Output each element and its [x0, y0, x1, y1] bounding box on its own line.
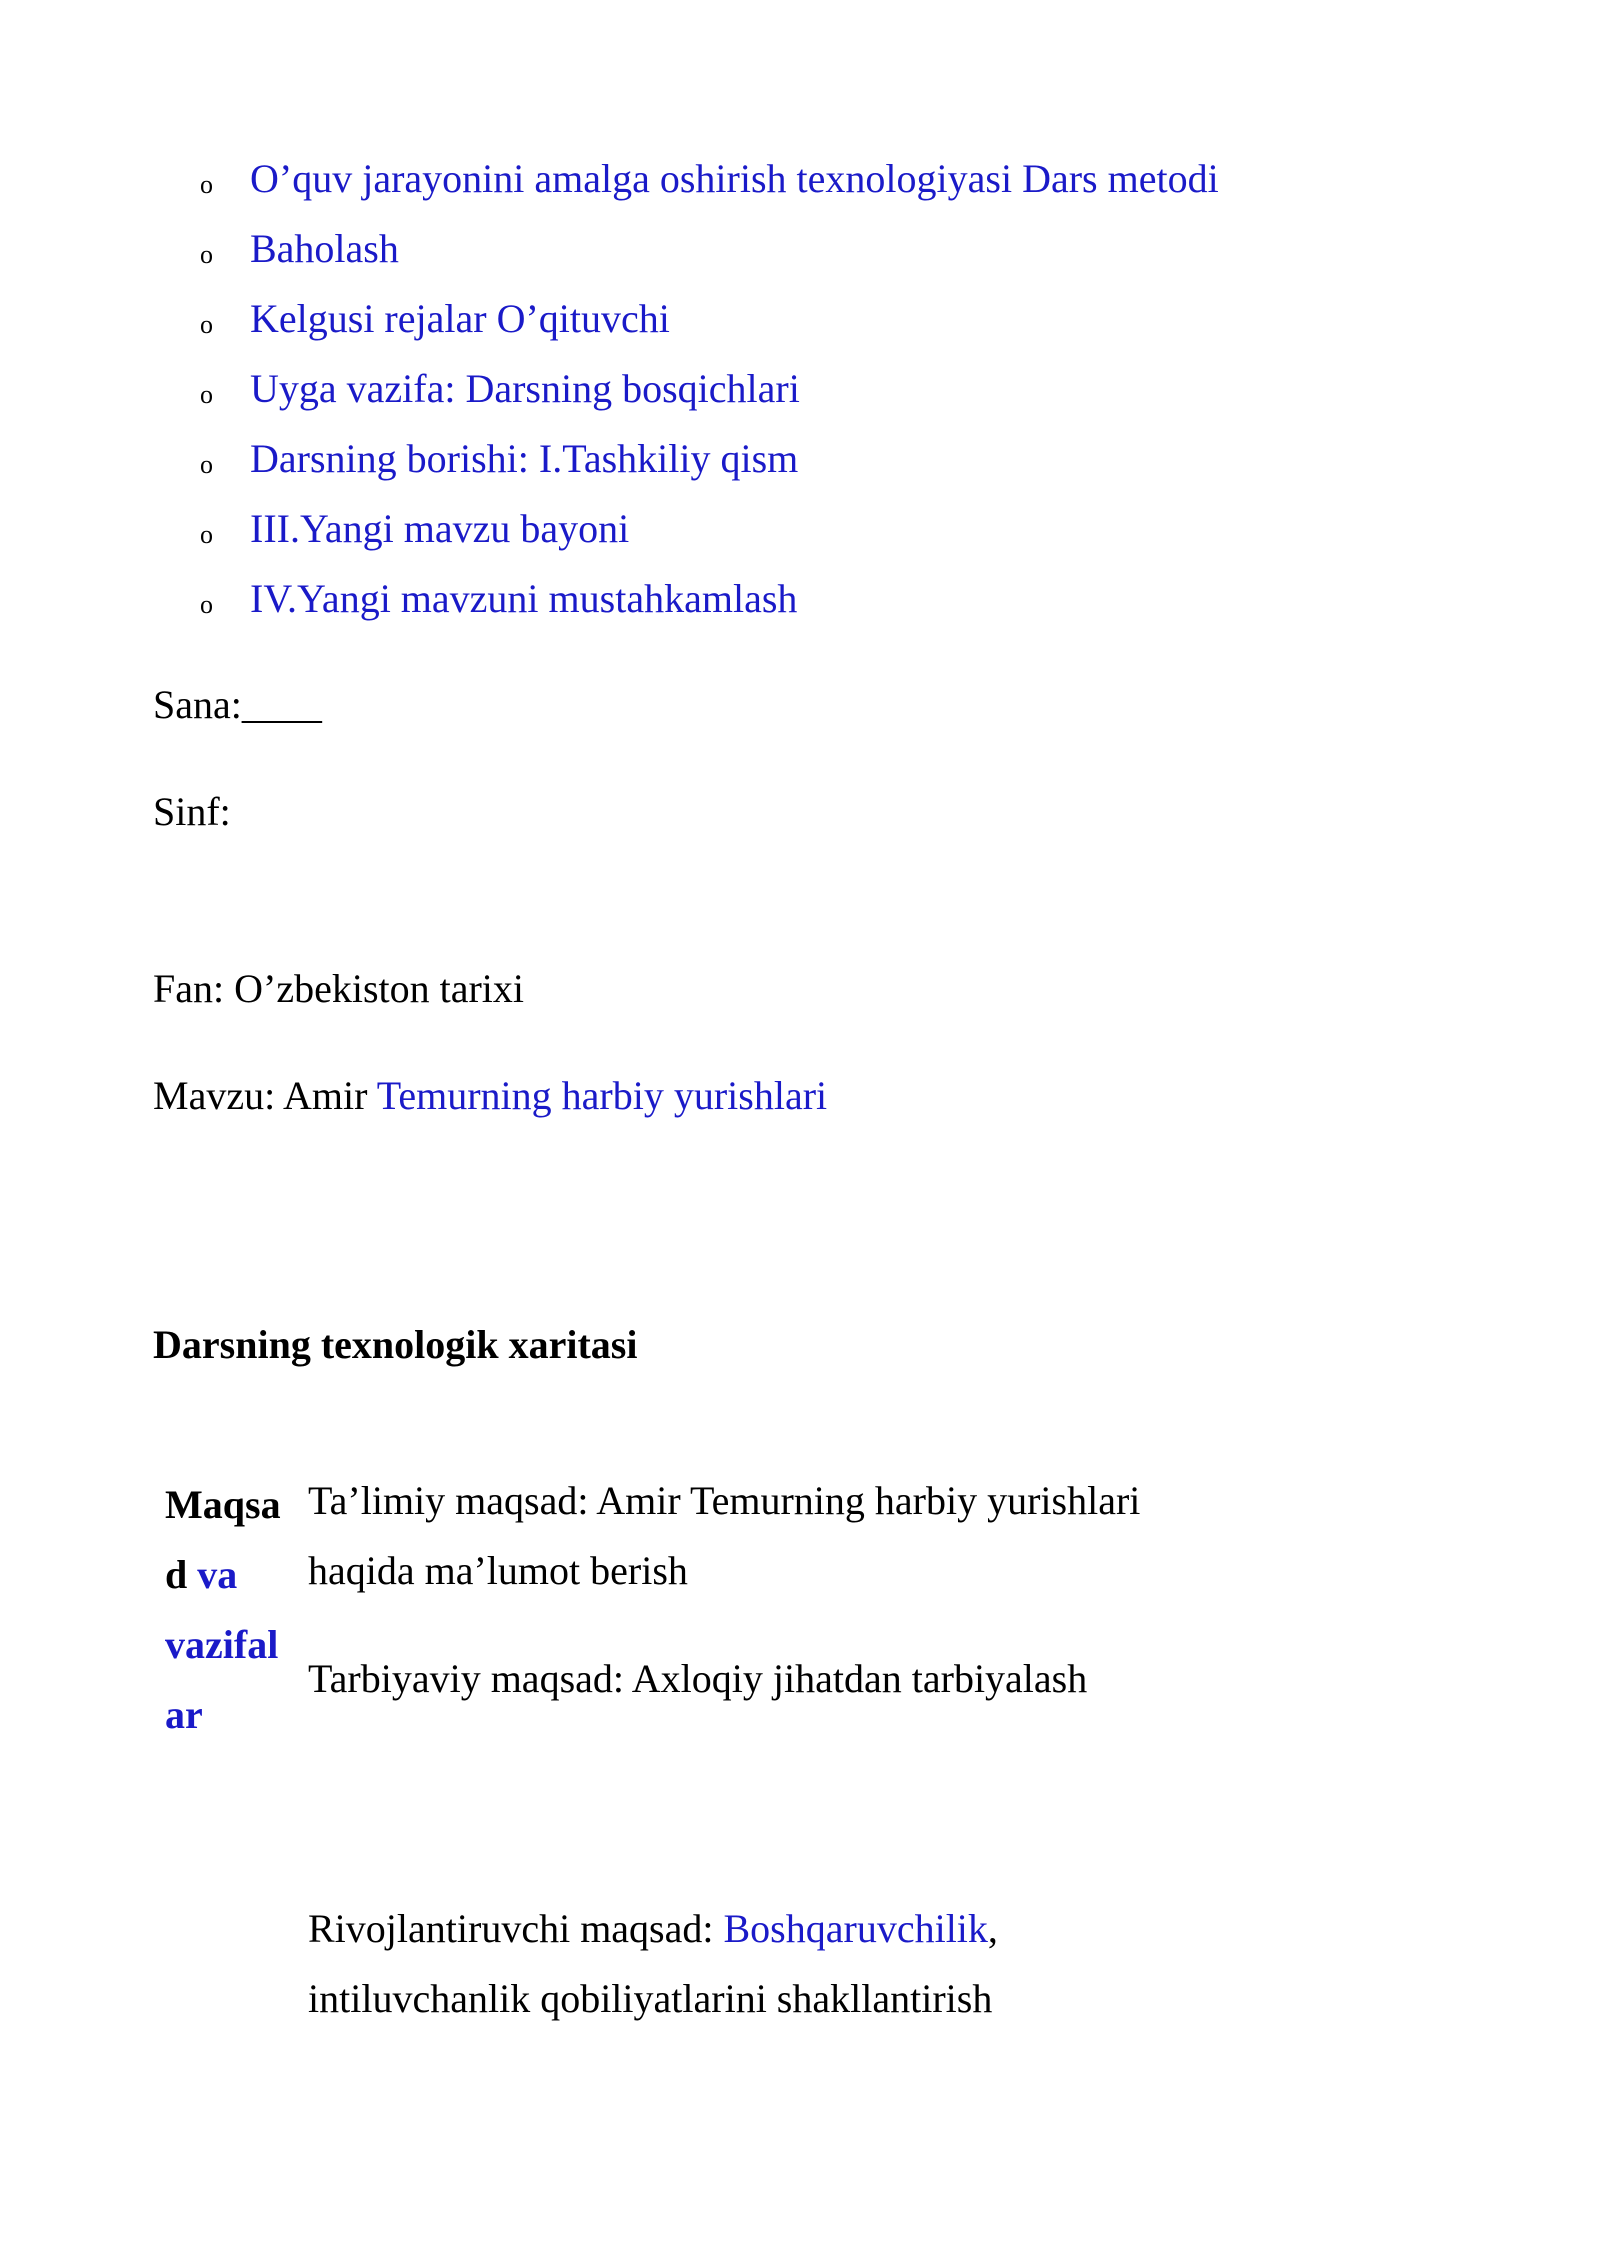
toc-link[interactable]: O’quv jarayonini amalga oshirish texnologiyasi Dars metodi — [250, 156, 1219, 201]
educational-goal-line1: Ta’limiy maqsad: Amir Temurning harbiy yurishlari — [308, 1478, 1141, 1523]
topic-prefix: Mavzu: Amir — [153, 1073, 377, 1118]
upbringing-goal: Tarbiyaviy maqsad: Axloqiy jihatdan tarbiyalash — [308, 1656, 1088, 1701]
developmental-goal-prefix: Rivojlantiruvchi maqsad: — [308, 1906, 724, 1951]
toc-link[interactable]: Baholash — [250, 226, 399, 271]
goals-label-part: d — [165, 1552, 198, 1597]
goals-label-line — [165, 1540, 295, 1610]
goals-label-link[interactable]: va — [197, 1552, 238, 1597]
developmental-goal-line2: intiluvchanlik qobiliyatlarini shakllantirish — [308, 1976, 993, 2021]
developmental-goal-link[interactable]: Boshqaruvchilik — [723, 1906, 988, 1951]
bullet-circle-icon: o — [200, 170, 213, 199]
goals-label — [165, 1470, 295, 1750]
class-field: Sinf: — [153, 789, 231, 834]
goals-label-link[interactable]: ar — [165, 1692, 203, 1737]
toc-link[interactable]: IV.Yangi mavzuni mustahkamlash — [250, 576, 798, 621]
bullet-circle-icon: o — [200, 520, 213, 549]
toc-link[interactable]: III.Yangi mavzu bayoni — [250, 506, 630, 551]
developmental-goal-suffix: , — [987, 1906, 998, 1951]
subject-field: Fan: O’zbekiston tarixi — [153, 966, 525, 1011]
bullet-circle-icon: o — [200, 380, 213, 409]
toc-link[interactable]: Uyga vazifa: Darsning bosqichlari — [250, 366, 800, 411]
developmental-goal-line1 — [308, 1894, 998, 1964]
toc-link[interactable]: Darsning borishi: I.Tashkiliy qism — [250, 436, 799, 481]
date-field: Sana:____ — [153, 682, 322, 727]
bullet-circle-icon: o — [200, 240, 213, 269]
goals-label-line: Maqsa — [165, 1482, 281, 1527]
toc-link[interactable]: Kelgusi rejalar O’qituvchi — [250, 296, 670, 341]
section-heading: Darsning texnologik xaritasi — [153, 1322, 638, 1367]
bullet-circle-icon: o — [200, 310, 213, 339]
bullet-circle-icon: o — [200, 450, 213, 479]
educational-goal-line2: haqida ma’lumot berish — [308, 1548, 688, 1593]
bullet-circle-icon: o — [200, 590, 213, 619]
topic-field — [153, 1067, 827, 1125]
topic-link[interactable]: Temurning harbiy yurishlari — [376, 1073, 828, 1118]
goals-label-link[interactable]: vazifal — [165, 1622, 279, 1667]
